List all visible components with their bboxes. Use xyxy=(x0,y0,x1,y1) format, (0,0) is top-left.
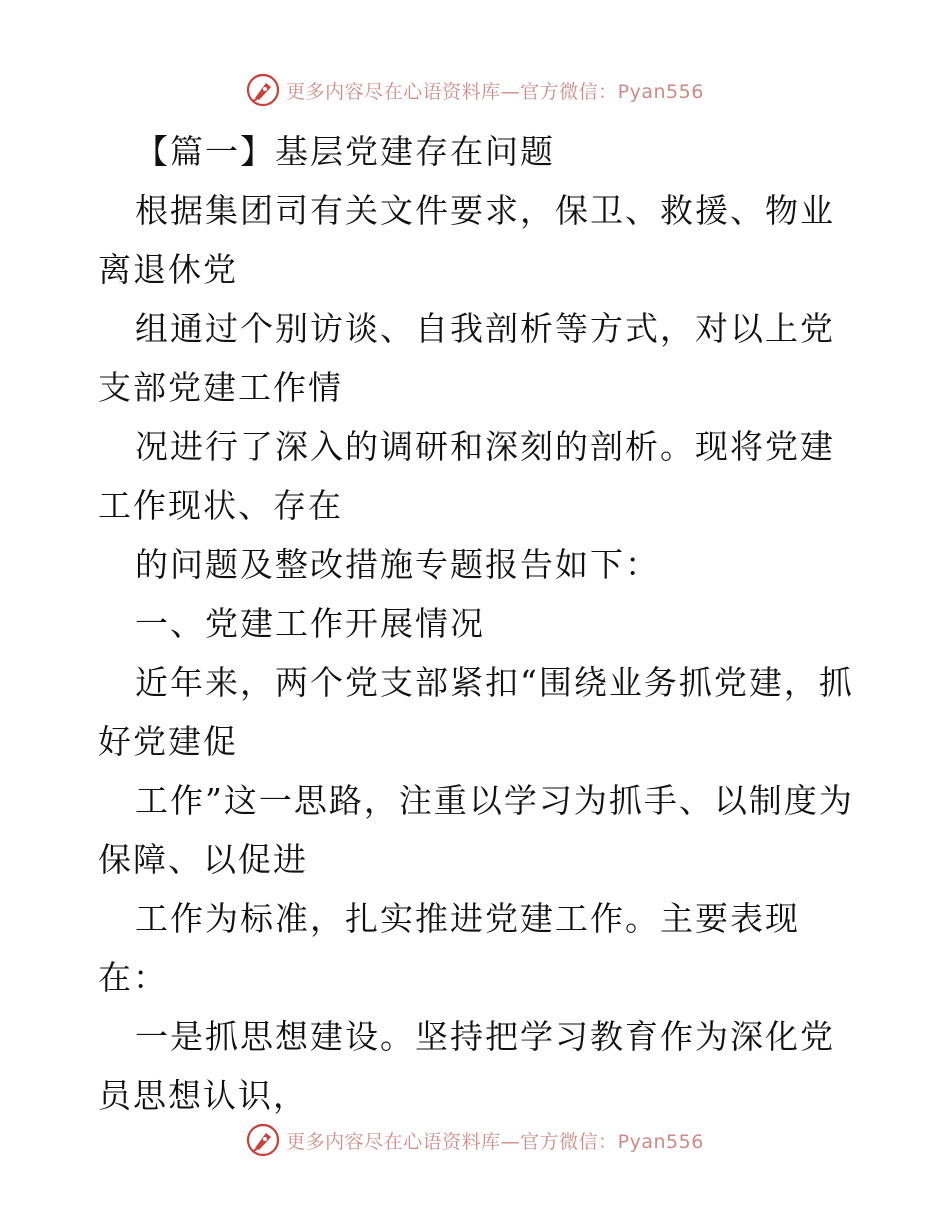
pen-nib-logo-icon xyxy=(246,73,280,107)
footer-watermark xyxy=(0,1120,950,1160)
paragraph: 根据集团司有关文件要求，保卫、救援、物业离退休党 xyxy=(98,191,835,289)
document-heading: 【篇一】基层党建存在问题 xyxy=(135,132,555,171)
paragraph: 组通过个别访谈、自我剖析等方式，对以上党支部党建工作情 xyxy=(98,309,835,407)
paragraph: 的问题及整改措施专题报告如下： xyxy=(135,545,660,584)
paragraph: 工作为标准，扎实推进党建工作。主要表现在： xyxy=(98,899,800,997)
paragraph: 工作”这一思路，注重以学习为抓手、以制度为保障、以促进 xyxy=(98,781,854,879)
pen-nib-logo-icon xyxy=(246,1123,280,1157)
section-heading: 一、党建工作开展情况 xyxy=(135,604,485,643)
watermark-text: 更多内容尽在心语资料库—官方微信：Pyan556 xyxy=(286,80,704,103)
document-body xyxy=(98,122,854,1125)
paragraph: 一是抓思想建设。坚持把学习教育作为深化党员思想认识， xyxy=(98,1017,835,1115)
paragraph: 况进行了深入的调研和深刻的剖析。现将党建工作现状、存在 xyxy=(98,427,835,525)
paragraph: 近年来，两个党支部紧扣“围绕业务抓党建，抓好党建促 xyxy=(98,663,854,761)
header-watermark xyxy=(0,70,950,110)
watermark-text: 更多内容尽在心语资料库—官方微信：Pyan556 xyxy=(286,1130,704,1153)
